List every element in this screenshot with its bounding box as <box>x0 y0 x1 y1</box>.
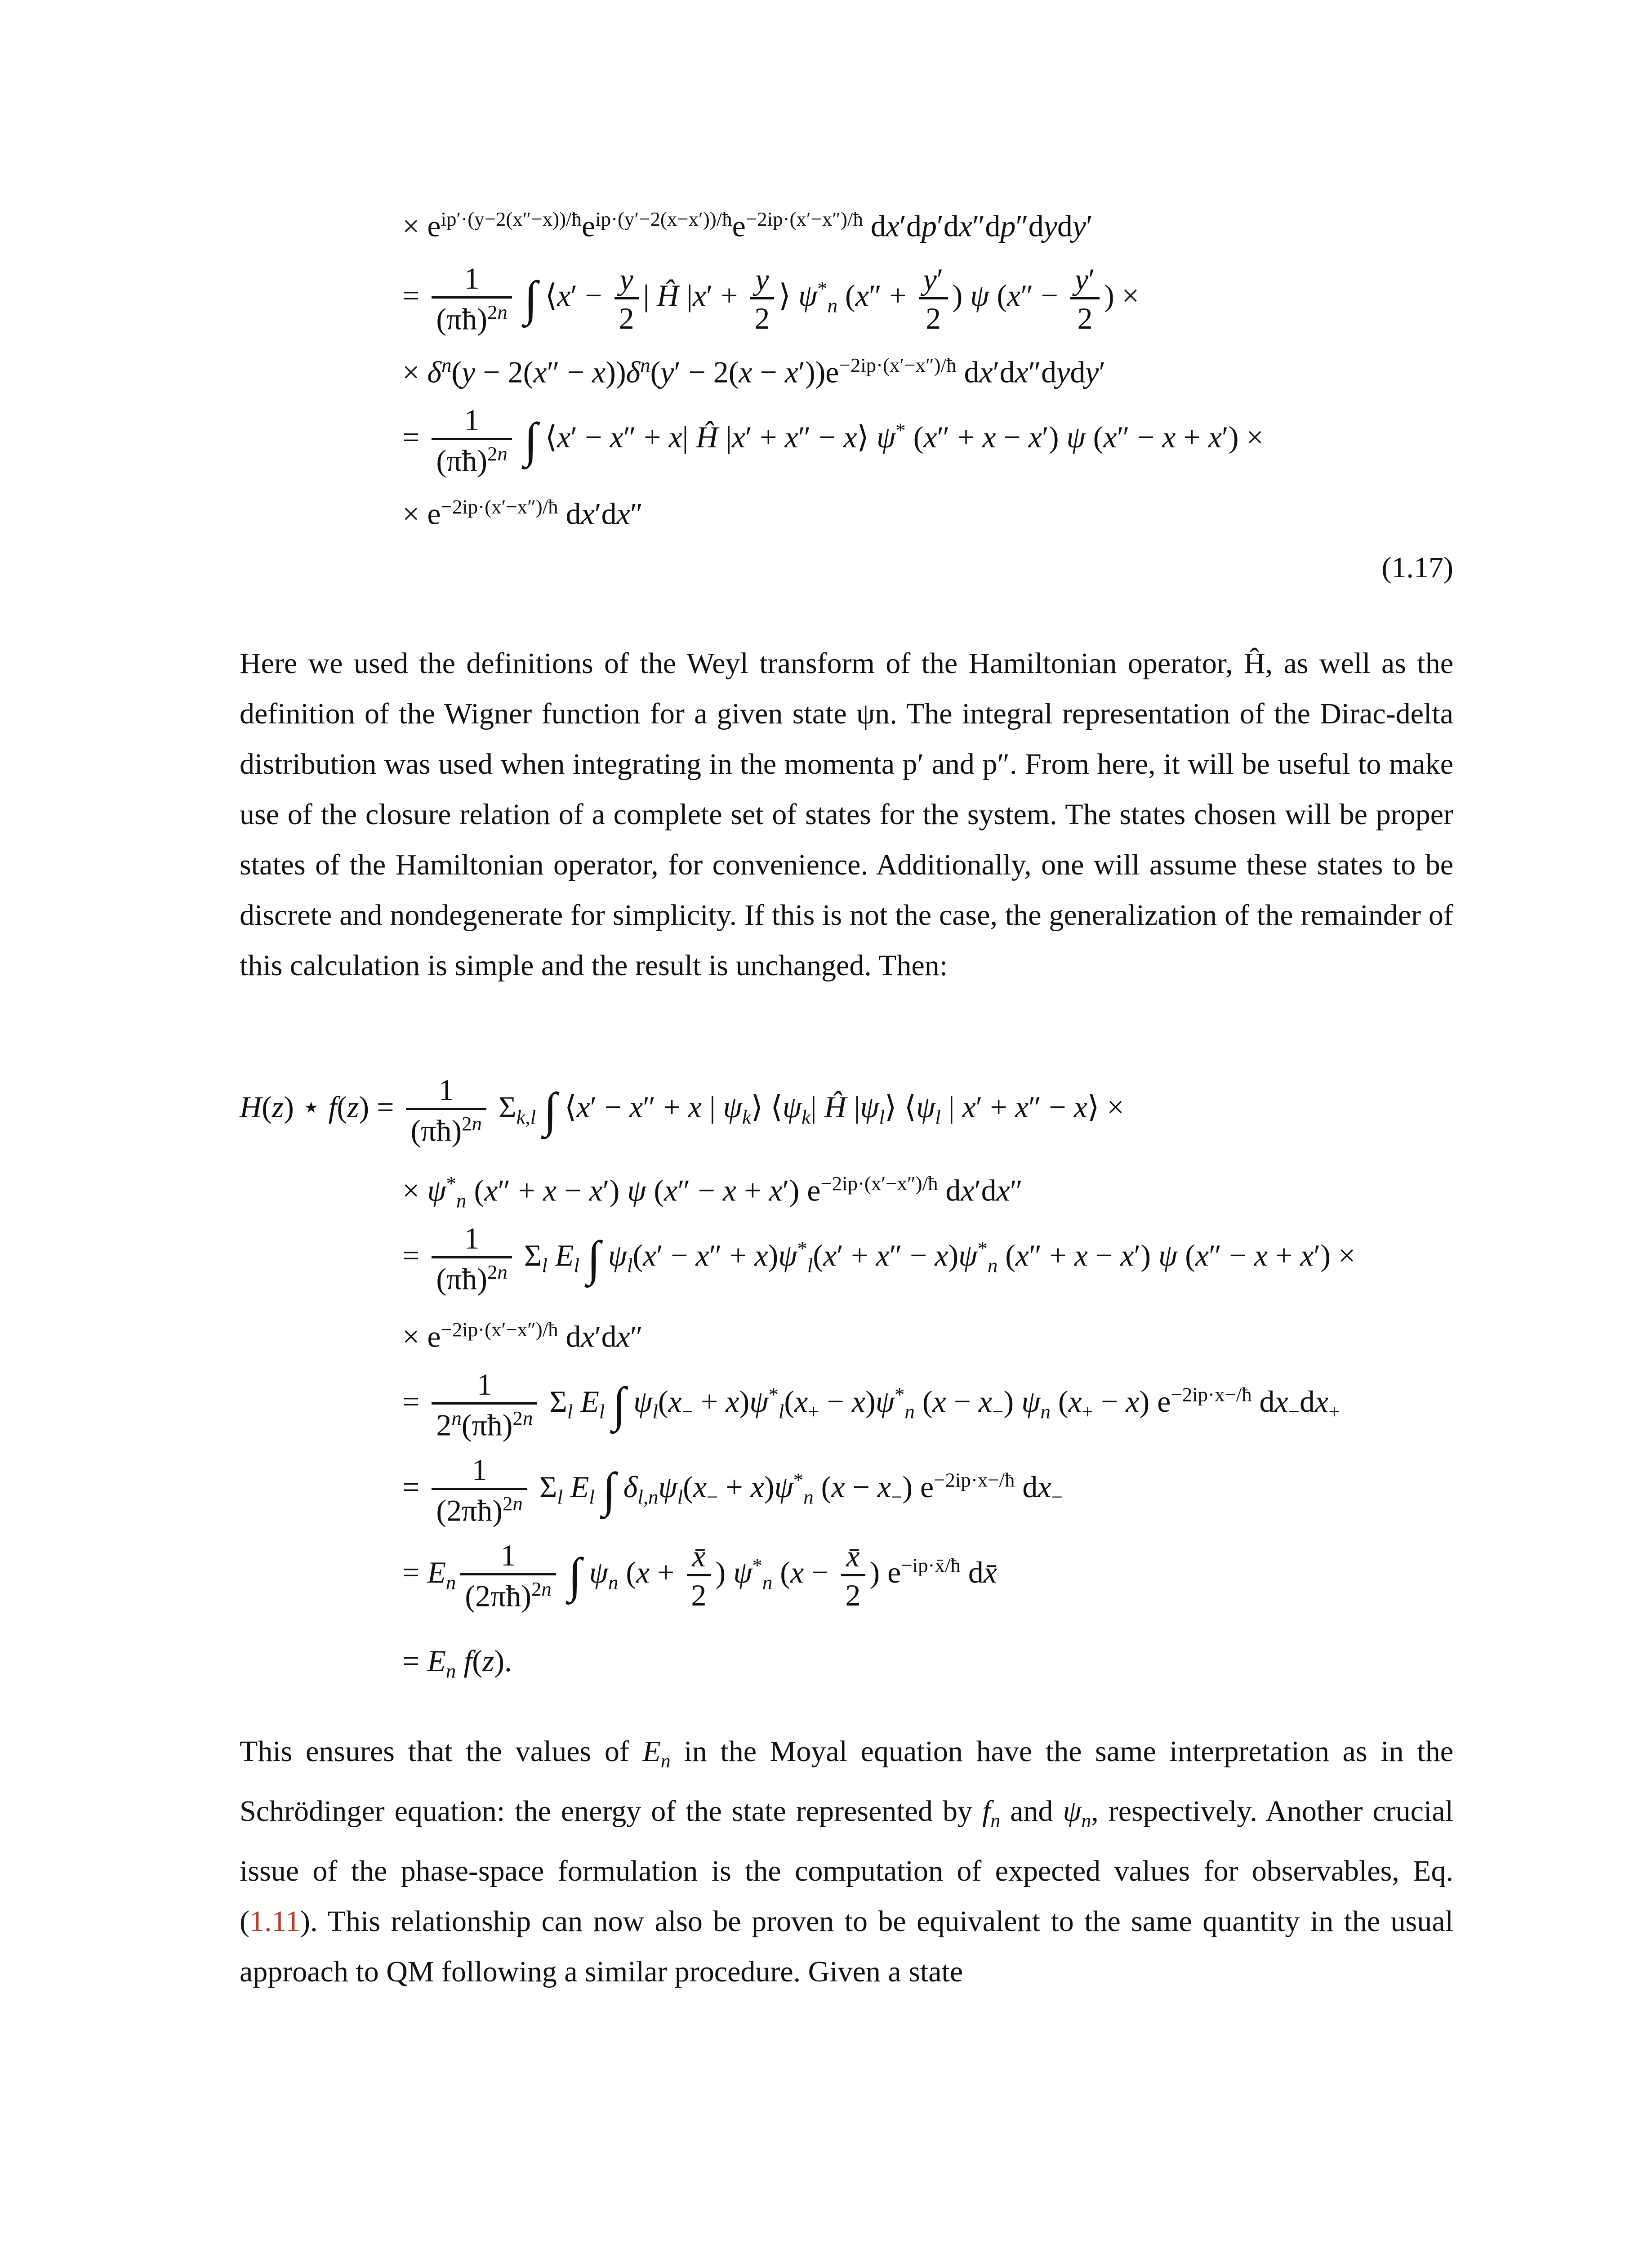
equation-line: = $\frac{1}{(\pi ħ)^{2n}}$ ∫ ⟨x′ − x″ + x| Ĥ |x′ + x″ − x⟩ ψ* (x″ + x − x′) ψ (x″ − x + x′) × <box>402 403 1264 478</box>
paragraph-text-after-ref: ). This relationship can now also be proven to be equivalent to the same quantity in the usual approach to QM following a similar procedure. Given a state <box>240 1905 1453 1989</box>
body-paragraph-1 <box>240 638 1453 991</box>
equation-reference-link[interactable]: 1.11 <box>249 1905 301 1938</box>
equation-line: × $\psi^*_n$ (x″ + x − x′) ψ (x″ − x + x′) $e^{-2ip\cdot(x'-x'')/ħ}$ dx′dx″ <box>402 1172 1023 1212</box>
equation-line: = $\frac{1}{(2\pi ħ)^{2n}}$ $\Sigma_l$ $E_l$ ∫ $\delta_{l,n}\psi_l(x_- + x)\psi^*_n$ $(x - x_-)$ $e^{-2ip\cdot x-/ħ}$ $dx_-$ <box>402 1453 1063 1528</box>
paragraph-text: Here we used the definitions of the Weyl transform of the Hamiltonian operator, Ĥ, as well as the definition of the Wigner function for a given state ψn. The integral representation of the Dirac-delta distribution was used when integrating in the momenta p′ and p″. From here, it will be useful to make use of the closure relation of a complete set of states for the system. The states chosen will be proper states of the Hamiltonian operator, for convenience. Additionally, one will assume these states to be discrete and nondegenerate for simplicity. If this is not the case, the generalization of the remainder of this calculation is simple and the result is unchanged. Then: <box>240 647 1453 982</box>
equation-line: H(z) ⋆ f(z) = $\frac{1}{(\pi ħ)^{2n}}$ $\Sigma_{k,l}$ ∫ ⟨x′ − x″ + x | $\psi_k⟩$ $⟨\psi_k|$ Ĥ $|\psi_l⟩$ $⟨\psi_l$ | x′ + x″ − x⟩ × <box>240 1073 1124 1148</box>
paragraph-text <box>240 1726 1453 1997</box>
body-paragraph-2 <box>240 1726 1453 1997</box>
equation-line: × $e^{ip'\cdot(y-2(x''-x))/ħ}e^{ip\cdot(y'-2(x-x'))/ħ}e^{-2ip\cdot(x'-x'')/ħ}$ dx′dp′dx″dp″dydy′ <box>402 208 1093 243</box>
equation-line: = $\frac{1}{(\pi ħ)^{2n}}$ ∫ ⟨x′ − $\frac{y}{2}$ | Ĥ |x′ + $\frac{y}{2}$ ⟩ $\psi^*_n$ (x″ + $\frac{y'}{2}$ ) ψ (x″ − $\frac{y'}{2}$ ) × <box>402 261 1140 336</box>
paragraph-text-before-ref: This ensures that the values of $E_n$ in the Moyal equation have the same interpretation as in the Schrödinger equation: the energy of the state represented by $f_n$ and $\psi_n$, respectively. Another crucial issue of the phase-space formulation is the computation of expected values for observables, Eq. ( <box>240 1735 1454 1938</box>
equation-line: × $e^{-2ip\cdot(x'-x'')/ħ}$ dx′dx″ <box>402 1318 643 1354</box>
equation-number: (1.17) <box>1381 551 1453 584</box>
equation-line: = $E_n$ $\frac{1}{(2\pi ħ)^{2n}}$ ∫ $\psi_n$ (x + $\frac{x̄}{2}$ ) $\psi^*_n$ (x − $\frac{x̄}{2}$ ) $e^{-ip\cdot x̄/ħ}$ dx̄ <box>402 1538 997 1613</box>
equation-line: × $\delta^n(y - 2(x'' - x))\delta^n(y' - 2(x - x'))e^{-2ip\cdot(x'-x'')/ħ}$ dx′dx″dydy′ <box>402 354 1106 389</box>
equation-line: = $E_n$ f(z). <box>402 1644 512 1682</box>
equation-line: = $\frac{1}{(\pi ħ)^{2n}}$ $\Sigma_l$ $E_l$ ∫ $\psi_l(x' - x'' + x)\psi^*_l(x' + x'' - x)\psi^*_n$ (x″ + x − x′) ψ (x″ − x + x′) × <box>402 1221 1356 1296</box>
equation-line: = $\frac{1}{2^n(\pi ħ)^{2n}}$ $\Sigma_l$ $E_l$ ∫ $\psi_l(x_- + x)\psi^*_l(x_+ - x)\psi^*_n$ $(x - x_-)$ $\psi_n$ $(x_+ - x)$ $e^{-2ip\cdot x-/ħ}$ $dx_-dx_+$ <box>402 1367 1340 1442</box>
equation-line: × $e^{-2ip\cdot(x'-x'')/ħ}$ dx′dx″ <box>402 495 643 531</box>
